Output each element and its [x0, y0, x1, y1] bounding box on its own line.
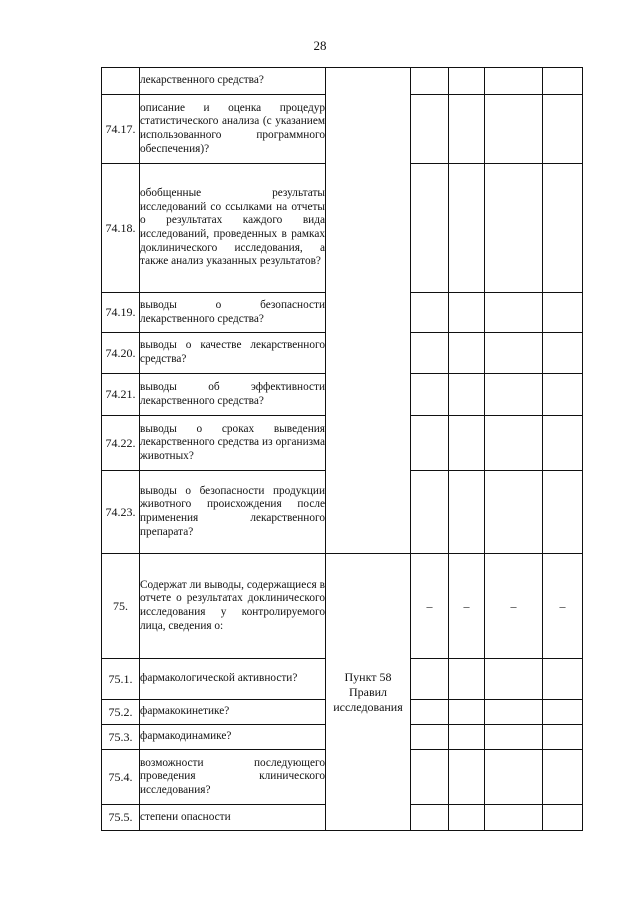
reference-line: Правил: [348, 684, 388, 699]
row-number: 75.2.: [102, 700, 140, 725]
row-question: степени опасности: [140, 805, 326, 831]
answer-yes-cell: [411, 750, 449, 805]
answer-na-cell: [485, 95, 543, 164]
dash-mark: –: [463, 598, 470, 613]
answer-na-cell: [485, 293, 543, 333]
answer-no-cell: [449, 471, 485, 554]
row-number: 74.20.: [102, 333, 140, 374]
row-number: 74.17.: [102, 95, 140, 164]
answer-note-cell: [543, 471, 583, 554]
answer-na-cell: [485, 725, 543, 750]
answer-no-cell: [449, 659, 485, 700]
row-question: лекарственного средства?: [140, 68, 326, 95]
row-number: [102, 68, 140, 95]
dash-mark: –: [426, 598, 433, 613]
row-question: выводы о качестве лекарственного средства?: [140, 333, 326, 374]
answer-note-cell: [543, 333, 583, 374]
row-number: 74.22.: [102, 416, 140, 471]
answer-na-cell: [485, 416, 543, 471]
answer-no-cell: [449, 554, 485, 659]
answer-note-cell: [543, 416, 583, 471]
answer-na-cell: [485, 700, 543, 725]
answer-yes-cell: [411, 659, 449, 700]
answer-no-cell: [449, 374, 485, 416]
table-row: [102, 68, 583, 95]
row-number: 74.23.: [102, 471, 140, 554]
answer-na-cell: [485, 750, 543, 805]
answer-note-cell: [543, 659, 583, 700]
answer-no-cell: [449, 333, 485, 374]
row-question: фармакодинамике?: [140, 725, 326, 750]
answer-note-cell: [543, 750, 583, 805]
row-number: 75.: [102, 554, 140, 659]
table-row: [102, 554, 583, 659]
page-number: 28: [313, 38, 327, 53]
reference-cell-empty: [326, 68, 411, 554]
row-number: 75.3.: [102, 725, 140, 750]
answer-note-cell: [543, 293, 583, 333]
answer-no-cell: [449, 95, 485, 164]
answer-na-cell: [485, 374, 543, 416]
row-number: 74.19.: [102, 293, 140, 333]
answer-na-cell: [485, 68, 543, 95]
answer-yes-cell: [411, 554, 449, 659]
row-number: 75.1.: [102, 659, 140, 700]
row-number: 74.21.: [102, 374, 140, 416]
row-question: описание и оценка процедур статистического анализа (с указанием использованного программного обеспечения)?: [140, 95, 326, 164]
answer-note-cell: [543, 95, 583, 164]
answer-no-cell: [449, 805, 485, 831]
answer-no-cell: [449, 725, 485, 750]
answer-no-cell: [449, 750, 485, 805]
answer-note-cell: [543, 554, 583, 659]
checklist-table: [101, 67, 583, 831]
row-question: фармакологической активности?: [140, 659, 326, 700]
answer-yes-cell: [411, 333, 449, 374]
reference-line: исследования: [333, 699, 403, 714]
row-question: выводы об эффективности лекарственного средства?: [140, 374, 326, 416]
dash-mark: –: [510, 598, 517, 613]
answer-na-cell: [485, 659, 543, 700]
answer-yes-cell: [411, 805, 449, 831]
answer-note-cell: [543, 68, 583, 95]
dash-mark: –: [559, 598, 566, 613]
answer-na-cell: [485, 333, 543, 374]
row-question: выводы о сроках выведения лекарственного средства из организма животных?: [140, 416, 326, 471]
row-question: возможности последующего проведения клинического исследования?: [140, 750, 326, 805]
row-number: 74.18.: [102, 164, 140, 293]
answer-yes-cell: [411, 374, 449, 416]
answer-no-cell: [449, 293, 485, 333]
answer-yes-cell: [411, 95, 449, 164]
answer-no-cell: [449, 700, 485, 725]
answer-na-cell: [485, 164, 543, 293]
answer-note-cell: [543, 700, 583, 725]
reference-cell: [326, 554, 411, 831]
answer-yes-cell: [411, 416, 449, 471]
answer-note-cell: [543, 374, 583, 416]
answer-note-cell: [543, 164, 583, 293]
answer-no-cell: [449, 164, 485, 293]
row-question: выводы о безопасности продукции животного происхождения после применения лекарственного препарата?: [140, 471, 326, 554]
row-question: выводы о безопасности лекарственного средства?: [140, 293, 326, 333]
row-question: фармакокинетике?: [140, 700, 326, 725]
answer-note-cell: [543, 725, 583, 750]
answer-na-cell: [485, 805, 543, 831]
answer-yes-cell: [411, 700, 449, 725]
row-question: Содержат ли выводы, содержащиеся в отчете о результатах доклинического исследования у контролируемого лица, сведения о:: [140, 554, 326, 659]
answer-no-cell: [449, 68, 485, 95]
answer-na-cell: [485, 471, 543, 554]
answer-yes-cell: [411, 164, 449, 293]
answer-yes-cell: [411, 471, 449, 554]
answer-note-cell: [543, 805, 583, 831]
reference-line: Пункт 58: [344, 669, 392, 684]
answer-yes-cell: [411, 725, 449, 750]
answer-yes-cell: [411, 293, 449, 333]
row-number: 75.4.: [102, 750, 140, 805]
answer-no-cell: [449, 416, 485, 471]
row-number: 75.5.: [102, 805, 140, 831]
row-question: обобщенные результаты исследований со ссылками на отчеты о результатах каждого вида исследований, проведенных в рамках доклинического исследования, а также анализ указанных результатов?: [140, 164, 326, 293]
answer-na-cell: [485, 554, 543, 659]
answer-yes-cell: [411, 68, 449, 95]
